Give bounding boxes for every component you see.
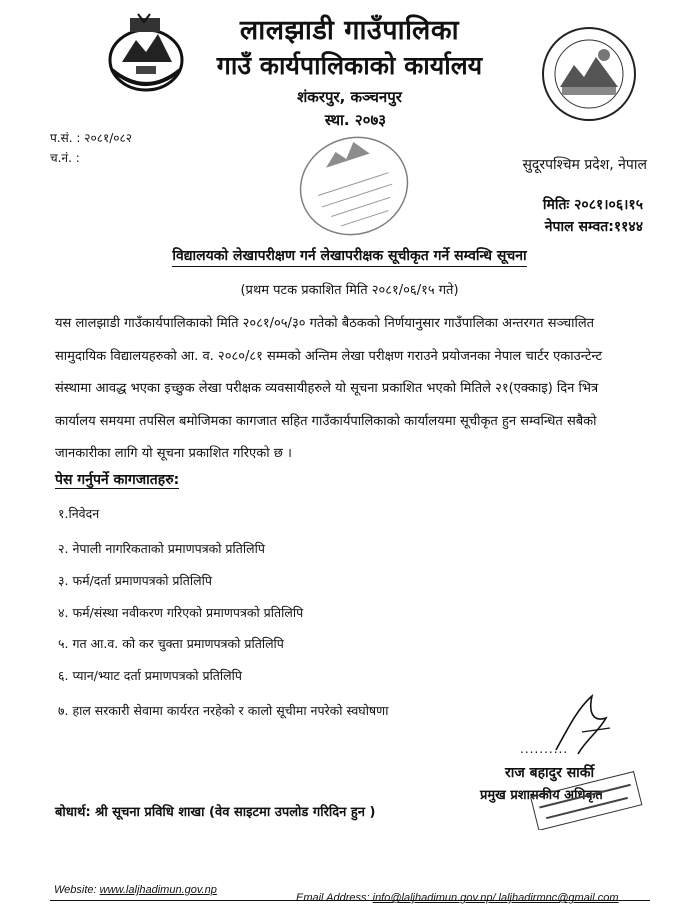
dispatch-number: च.नं. :	[50, 151, 80, 165]
municipality-name: लालझाडी गाउँपालिका	[239, 15, 460, 46]
list-item: ३. फर्म/दर्ता प्रमाणपत्रको प्रतिलिपि	[58, 573, 212, 588]
list-item: १.निवेदन	[58, 506, 100, 521]
email-link[interactable]: info@laljhadimun.gov.np/ laljhadirmnc@gmail.com	[372, 892, 619, 904]
list-item: ७. हाल सरकारी सेवामा कार्यरत नरहेको र कालो सूचीमा नपरेको स्वघोषणा	[58, 703, 389, 718]
office-address: शंकरपुर, कञ्चनपुर	[297, 88, 402, 106]
signatory-name: राज बहादुर सार्की	[505, 765, 595, 781]
office-name: गाउँ कार्यपालिकाको कार्यालय	[216, 51, 483, 80]
website-link[interactable]: www.laljhadimun.gov.np	[99, 884, 217, 896]
subject-text: विद्यालयको लेखापरीक्षण गर्न लेखापरीक्षक सूचीकृत गर्ने सम्वन्धि सूचना	[172, 248, 526, 267]
footer-website	[54, 884, 217, 896]
website-label: Website:	[54, 884, 97, 896]
signatory-stamp-icon	[527, 770, 645, 830]
body-line: यस लालझाडी गाउँकार्यपालिकाको मिति २०८१/०५/३० गतेको बैठकको निर्णयानुसार गाउँपालिका अन्तरगत सञ्चालित	[55, 316, 595, 331]
list-item: ६. प्यान/भ्याट दर्ता प्रमाणपत्रको प्रतिलिपि	[58, 668, 242, 683]
notice-subject	[0, 246, 699, 265]
body-line: जानकारीका लागि यो सूचना प्रकाशित गरिएको छ ।	[55, 446, 292, 461]
province-name: सुदूरपश्चिम प्रदेश, नेपाल	[522, 157, 647, 173]
established-year: स्था. २०७३	[324, 111, 387, 129]
signatory-title: प्रमुख प्रशासकीय अधिकृत	[480, 788, 603, 803]
cc-line: बोधार्थ: श्री सूचना प्रविधि शाखा (वेव साइटमा उपलोड गरिदिन हुन )	[55, 805, 376, 820]
nepal-era-date: नेपाल सम्वत:११४४	[544, 219, 643, 235]
email-label: Email Address:	[296, 892, 370, 904]
notice-body	[55, 308, 647, 471]
signature-dots: ..........	[520, 742, 569, 756]
publication-note: (प्रथम पटक प्रकाशित मिति २०८१/०६/१५ गते)	[240, 283, 459, 298]
documents-title-text: पेस गर्नुपर्ने कागजातहरु:	[55, 472, 180, 488]
body-line: सामुदायिक विद्यालयहरुको आ. व. २०८०/८१ सम्मको अन्तिम लेखा परीक्षण गराउने प्रयोजनका नेपाल चार्टर एकाउन्टेन्ट	[55, 348, 603, 364]
footer-email	[296, 892, 619, 904]
notice-date: मितिः २०८१।०६।१५	[542, 197, 643, 213]
documents-title	[55, 470, 179, 489]
body-line: कार्यालय समयमा तपसिल बमोजिमका कागजात सहित गाउँकार्यपालिकाको कार्यालयमा सूचीकृत हुन सम्वन्धित सबैको	[55, 413, 597, 429]
office-stamp-icon	[295, 130, 413, 242]
footer-divider	[50, 900, 650, 901]
list-item: ४. फर्म/संस्था नवीकरण गरिएको प्रमाणपत्रको प्रतिलिपि	[58, 605, 304, 620]
body-line: संस्थामा आवद्ध भएका इच्छुक लेखा परीक्षक व्यवसायीहरुले यो सूचना प्रकाशित भएको मितिले २१(एक्काइ) दिन भित्र	[55, 381, 599, 396]
list-item: २. नेपाली नागरिकताको प्रमाणपत्रको प्रतिलिपि	[58, 541, 265, 556]
list-item: ५. गत आ.व. को कर चुक्ता प्रमाणपत्रको प्रतिलिपि	[58, 636, 284, 651]
letter-number: प.सं. : २०८१/०८२	[50, 131, 132, 145]
